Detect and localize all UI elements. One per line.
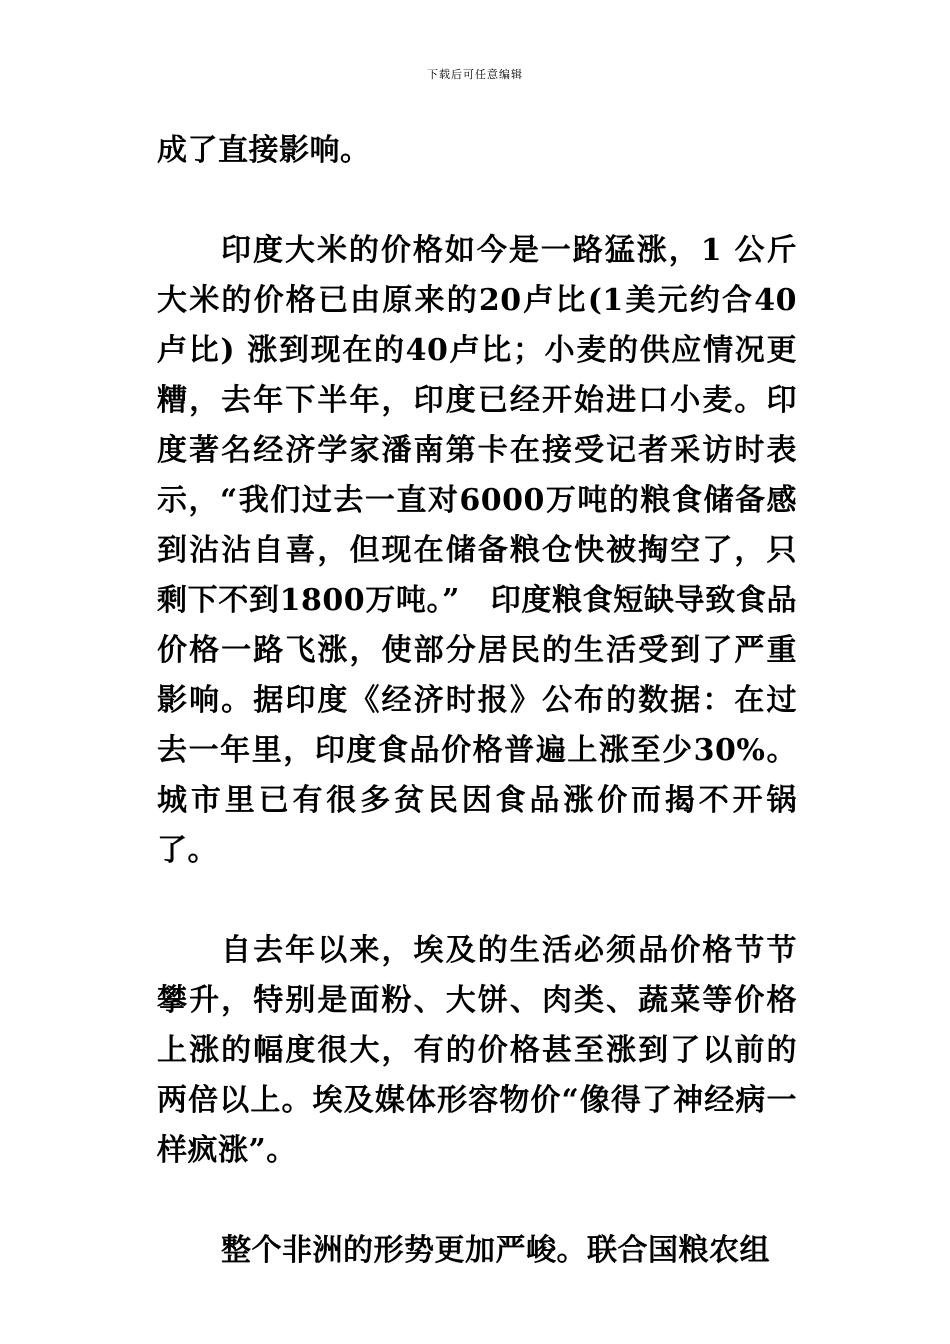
paragraph-india-food-prices: 印度大米的价格如今是一路猛涨，1 公斤大米的价格已由原来的20卢比(1美元约合40卢比) 涨到现在的40卢比；小麦的供应情况更糟，去年下半年，印度已经开始进口小麦。印度著名经济学家潘南第卡在接受记者采访时表示，“我们过去一直对6000万吨的粮食储备感到沾沾自喜，但现在储备粮仓快被掏空了，只剩下不到1800万吨。” 印度粮食短缺导致食品价格一路飞涨，使部分居民的生活受到了严重影响。据印度《经济时报》公布的数据：在过去一年里，印度食品价格普遍上涨至少30%。城市里已有很多贫民因食品涨价而揭不开锅了。 — [157, 233, 797, 868]
paragraph-gap — [157, 1176, 797, 1226]
paragraph-continuation: 成了直接影响。 — [157, 133, 371, 168]
paragraph-gap — [157, 876, 797, 926]
header-note: 下载后可任意编辑 — [427, 68, 523, 81]
paragraph-africa: 整个非洲的形势更加严峻。联合国粮农组 — [221, 1233, 770, 1268]
paragraph-gap — [157, 176, 797, 226]
paragraph-egypt-prices: 自去年以来，埃及的生活必须品价格节节攀升，特别是面粉、大饼、肉类、蔬菜等价格上涨的幅度很大，有的价格甚至涨到了以前的两倍以上。埃及媒体形容物价“像得了神经病一样疯涨”。 — [157, 933, 797, 1168]
document-body — [157, 126, 797, 1276]
